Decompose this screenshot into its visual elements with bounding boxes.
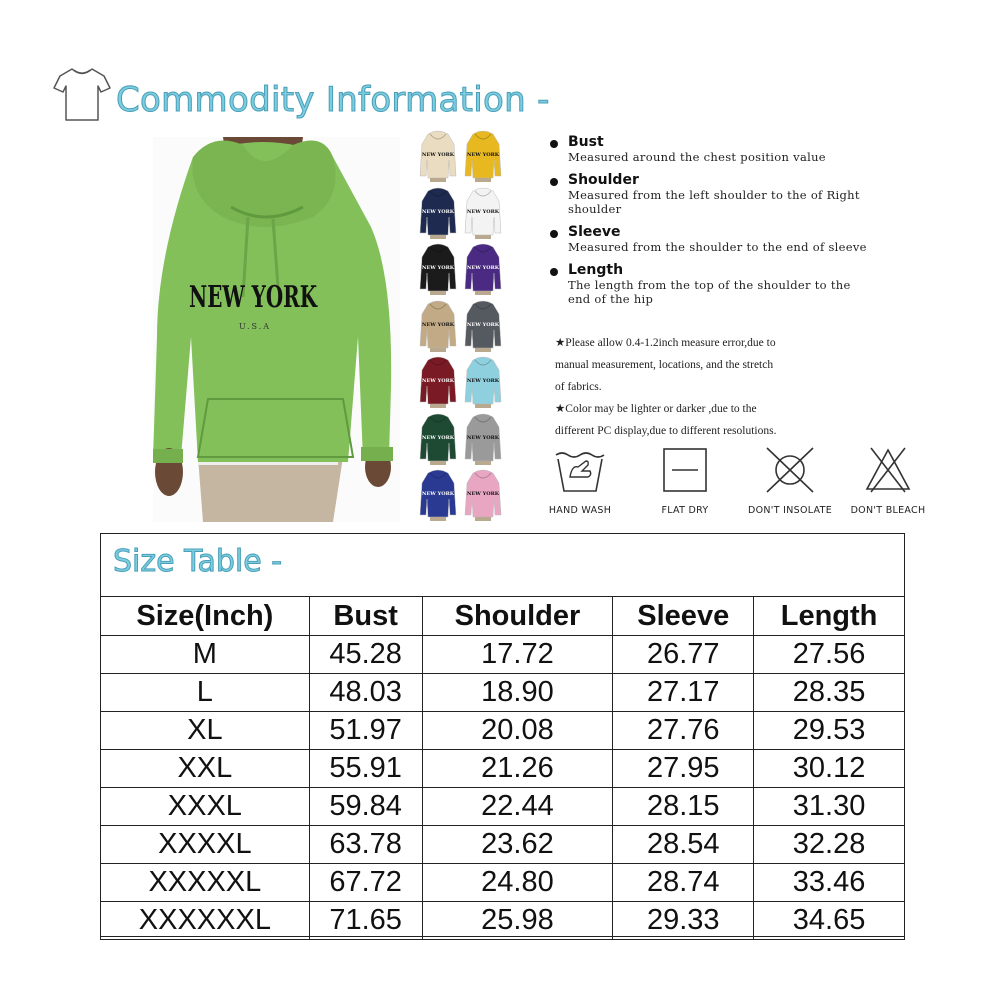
table-row xyxy=(101,864,905,902)
care-label: HAND WASH xyxy=(548,505,612,516)
bullet-desc: The length from the top of the shoulder to the end of the hip xyxy=(568,278,851,306)
table-cell: 23.62 xyxy=(422,826,613,864)
table-cell: 31.30 xyxy=(754,788,905,826)
table-row xyxy=(101,788,905,826)
table-cell: XXXL xyxy=(101,788,310,826)
care-label: FLAT DRY xyxy=(661,505,709,516)
bullet-desc: Measured around the chest position value xyxy=(568,150,826,164)
table-cell: 29.33 xyxy=(613,902,754,940)
note-line: ★Color may be lighter or darker ,due to the xyxy=(555,403,757,415)
size-table-header-cell: Bust xyxy=(309,597,422,636)
table-cell: 22.44 xyxy=(422,788,613,826)
bullet-dot-icon xyxy=(550,140,558,148)
table-cell: 27.76 xyxy=(613,712,754,750)
care-label: DON'T INSOLATE xyxy=(747,505,833,516)
swatch-print-text: NEW YORK xyxy=(421,208,455,215)
size-table-header-cell: Shoulder xyxy=(422,597,613,636)
table-row xyxy=(101,636,905,674)
table-cell: 67.72 xyxy=(309,864,422,902)
bullet-title: Sleeve xyxy=(568,224,621,240)
table-row xyxy=(101,750,905,788)
dont-bleach-icon xyxy=(861,445,915,495)
swatch-print-text: NEW YORK xyxy=(421,265,455,271)
color-swatch xyxy=(463,413,503,465)
table-row xyxy=(101,712,905,750)
color-swatch xyxy=(463,130,503,182)
table-cell: XL xyxy=(101,712,310,750)
table-cell: 51.97 xyxy=(309,712,422,750)
table-cell: L xyxy=(101,674,310,712)
color-swatch xyxy=(463,356,503,408)
table-cell: 28.15 xyxy=(613,788,754,826)
table-row xyxy=(101,826,905,864)
table-cell: XXL xyxy=(101,750,310,788)
measurement-notes xyxy=(555,332,875,442)
swatch-print-text: NEW YORK xyxy=(466,378,500,384)
bullet-dot-icon xyxy=(550,178,558,186)
info-bullet-shoulder xyxy=(548,172,868,216)
table-cell: 33.46 xyxy=(754,864,905,902)
swatch-print-text: NEW YORK xyxy=(466,321,500,328)
color-swatch xyxy=(463,243,503,295)
table-cell: 28.74 xyxy=(613,864,754,902)
info-bullet-bust xyxy=(548,134,868,164)
table-cell: 17.72 xyxy=(422,636,613,674)
care-flat-dry xyxy=(635,445,735,516)
hand-wash-icon xyxy=(552,445,608,495)
table-cell: 48.03 xyxy=(309,674,422,712)
swatch-print-text: NEW YORK xyxy=(421,152,455,158)
color-swatch xyxy=(418,187,458,239)
swatch-print-text: NEW YORK xyxy=(466,152,500,158)
swatch-print-text: NEW YORK xyxy=(421,378,455,384)
size-table-header-cell: Sleeve xyxy=(613,597,754,636)
table-cell: 45.28 xyxy=(309,636,422,674)
measurement-info xyxy=(548,134,868,314)
commodity-title: Commodity Information - xyxy=(116,80,550,120)
note-line: manual measurement, locations, and the stretch xyxy=(555,359,774,371)
info-bullet-length xyxy=(548,262,868,306)
note-line: of fabrics. xyxy=(555,381,602,393)
color-swatch xyxy=(463,187,503,239)
size-table-title: Size Table - xyxy=(113,544,283,579)
bullet-dot-icon xyxy=(550,230,558,238)
bullet-title: Length xyxy=(568,262,624,278)
note-line: ★Please allow 0.4-1.2inch measure error,due to xyxy=(555,337,776,349)
bullet-title: Shoulder xyxy=(568,172,639,188)
table-cell: 63.78 xyxy=(309,826,422,864)
care-dont-bleach xyxy=(838,445,938,516)
table-cell: 29.53 xyxy=(754,712,905,750)
table-cell: 59.84 xyxy=(309,788,422,826)
color-swatch xyxy=(418,356,458,408)
table-cell: 55.91 xyxy=(309,750,422,788)
color-swatch xyxy=(418,413,458,465)
table-cell: M xyxy=(101,636,310,674)
info-bullet-sleeve xyxy=(548,224,868,254)
table-cell: XXXXXXL xyxy=(101,902,310,940)
table-cell: 27.17 xyxy=(613,674,754,712)
bullet-desc: Measured from the shoulder to the end of sleeve xyxy=(568,240,867,254)
table-cell: 20.08 xyxy=(422,712,613,750)
model-print-text: NEW YORK xyxy=(189,280,318,315)
dont-insolate-icon xyxy=(763,445,817,495)
commodity-header xyxy=(52,64,652,124)
table-cell: 30.12 xyxy=(754,750,905,788)
size-table-header-cell: Size(Inch) xyxy=(101,597,310,636)
color-swatch xyxy=(418,469,458,521)
swatch-print-text: NEW YORK xyxy=(466,491,500,497)
bullet-title: Bust xyxy=(568,134,604,150)
table-cell: XXXXL xyxy=(101,826,310,864)
bullet-desc: Measured from the left shoulder to the of Right shoulder xyxy=(568,188,860,216)
flat-dry-icon xyxy=(660,445,710,495)
table-cell: 21.26 xyxy=(422,750,613,788)
color-swatch xyxy=(418,243,458,295)
care-hand-wash xyxy=(530,445,630,516)
color-swatch xyxy=(418,300,458,352)
table-cell: 24.80 xyxy=(422,864,613,902)
swatch-print-text: NEW YORK xyxy=(466,208,500,215)
swatch-print-text: NEW YORK xyxy=(421,491,455,497)
table-cell: 27.56 xyxy=(754,636,905,674)
color-swatch xyxy=(418,130,458,182)
care-dont-insolate xyxy=(740,445,840,516)
size-table-header-cell: Length xyxy=(754,597,905,636)
table-cell: 71.65 xyxy=(309,902,422,940)
table-cell: 27.95 xyxy=(613,750,754,788)
table-row xyxy=(101,674,905,712)
note-line: different PC display,due to different resolutions. xyxy=(555,425,777,437)
model-hoodie-image xyxy=(153,137,400,522)
table-row xyxy=(101,902,905,940)
swatch-print-text: NEW YORK xyxy=(466,265,500,271)
color-swatch xyxy=(463,469,503,521)
table-cell: 25.98 xyxy=(422,902,613,940)
tshirt-icon xyxy=(52,64,112,124)
size-table-header-row xyxy=(101,597,905,636)
table-cell: 18.90 xyxy=(422,674,613,712)
swatch-print-text: NEW YORK xyxy=(421,321,455,328)
care-label: DON'T BLEACH xyxy=(850,505,926,516)
table-cell: XXXXXL xyxy=(101,864,310,902)
color-swatch xyxy=(463,300,503,352)
bullet-dot-icon xyxy=(550,268,558,276)
color-swatches xyxy=(418,130,508,525)
swatch-print-text: NEW YORK xyxy=(466,434,500,441)
table-cell: 26.77 xyxy=(613,636,754,674)
size-table-box xyxy=(100,533,905,937)
table-cell: 32.28 xyxy=(754,826,905,864)
model-print-subtext: U.S.A xyxy=(238,322,272,331)
size-table xyxy=(100,596,905,940)
table-cell: 34.65 xyxy=(754,902,905,940)
table-cell: 28.54 xyxy=(613,826,754,864)
swatch-print-text: NEW YORK xyxy=(421,434,455,441)
table-cell: 28.35 xyxy=(754,674,905,712)
